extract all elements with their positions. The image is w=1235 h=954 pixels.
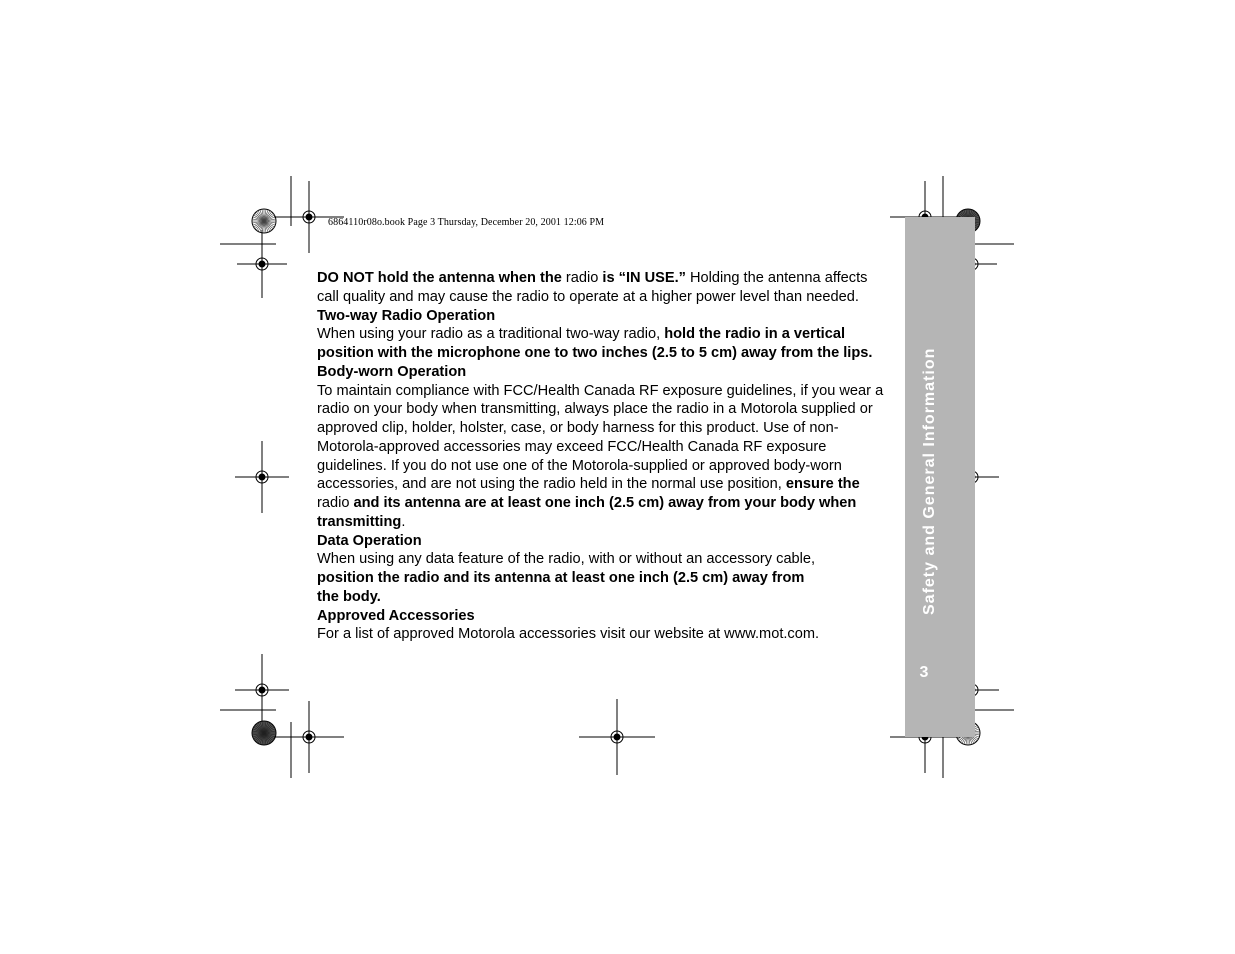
- side-tab-label: Safety and General Information: [921, 347, 938, 615]
- body-worn-heading: Body-worn Operation: [317, 363, 467, 380]
- book-header-stamp: 6864110r08o.book Page 3 Thursday, December 20, 2001 12:06 PM: [328, 217, 605, 228]
- two-way-heading: Two-way Radio Operation: [317, 307, 496, 324]
- antenna-paragraph: DO NOT hold the antenna when the radio is “IN USE.” Holding the antenna affects call quality and may cause the radio to operate at a higher power level than needed.: [317, 270, 868, 305]
- data-operation-heading: Data Operation: [317, 532, 422, 549]
- page-number: 3: [919, 664, 929, 681]
- approved-accessories-paragraph: For a list of approved Motorola accessories visit our website at www.mot.com.: [317, 626, 820, 643]
- data-operation-paragraph: When using any data feature of the radio, with or without an accessory cable, position the radio and its antenna at least one inch (2.5 cm) away from the body.: [317, 551, 816, 605]
- page-content: [317, 269, 892, 644]
- approved-accessories-heading: Approved Accessories: [317, 607, 475, 624]
- two-way-paragraph: When using your radio as a traditional two-way radio, hold the radio in a vertical position with the microphone one to two inches (2.5 to 5 cm) away from the lips.: [317, 326, 873, 361]
- side-tab: [905, 217, 975, 737]
- body-worn-paragraph: To maintain compliance with FCC/Health Canada RF exposure guidelines, if you wear a radio on your body when transmitting, always place the radio in a Motorola supplied or approved clip, holder, holster, case, or body harness for this product. Use of non-Motorola-approved accessories may exceed FCC/Health Canada RF exposure guidelines. If you do not use one of the Motorola-supplied or approved body-worn accessories, and are not using the radio held in the normal use position, ensure the radio and its antenna are at least one inch (2.5 cm) away from your body when transmitting.: [317, 382, 884, 530]
